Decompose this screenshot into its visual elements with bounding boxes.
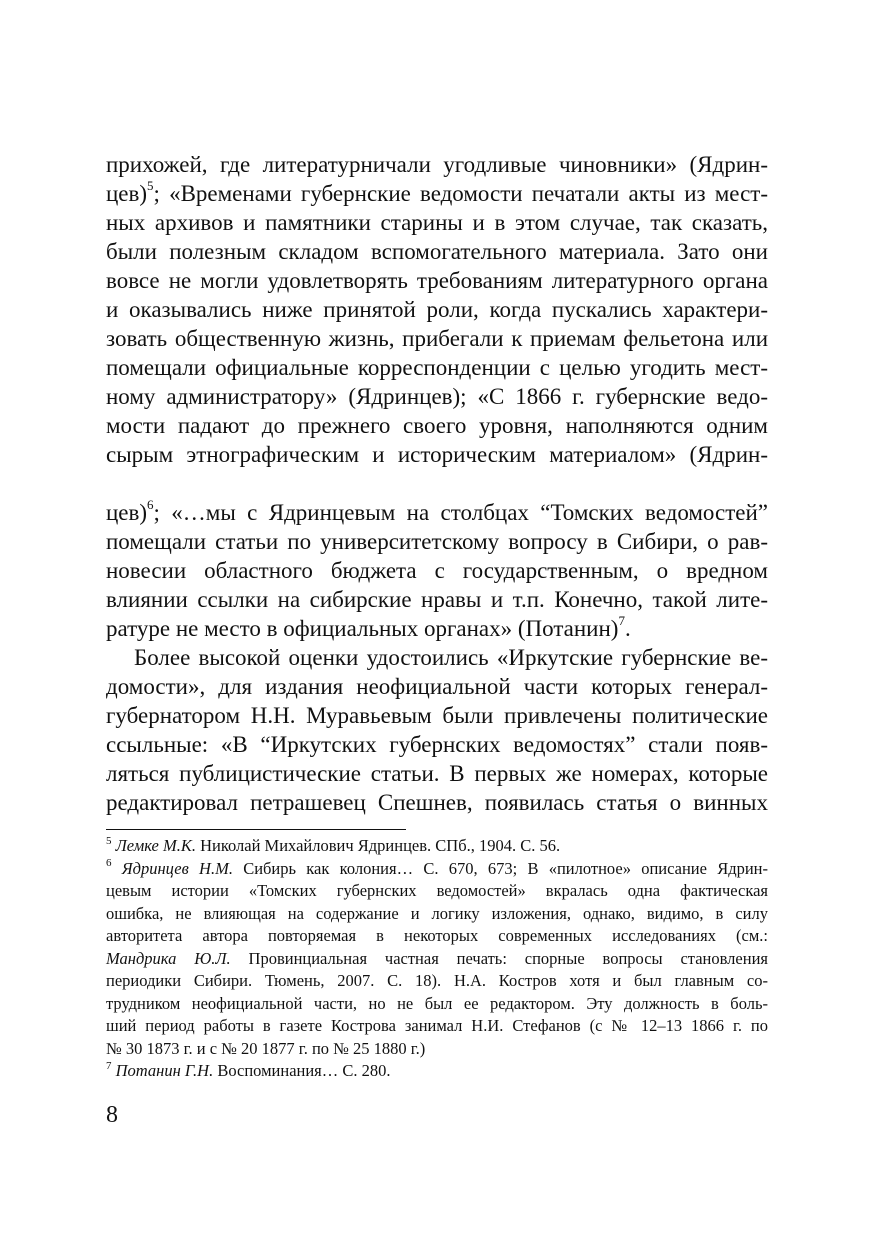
text-line: редактировал петрашевец Спешнев, появилась статья о винных bbox=[106, 790, 768, 815]
footnote-6-line: авторитета автора повторяемая в некоторых современных исследованиях (см.: bbox=[106, 926, 768, 945]
footnote-6-line: периодики Сибири. Тюмень, 2007. С. 18). Н.А. Костров хотя и был главным со- bbox=[106, 971, 768, 990]
footnote-6-line: ошибка, не влияющая на содержание и логику изложения, однако, видимо, в силу bbox=[106, 903, 768, 923]
text-line: вовсе не могли удовлетворять требованиям литературного органа bbox=[106, 268, 768, 293]
footnote-divider bbox=[106, 829, 406, 830]
footnote-5: $^5$ Лемке М.К. Николай Михайлович Ядринцев. СПб., 1904. С. 56. bbox=[106, 834, 561, 855]
text-line: сырым этнографическим и историческим материалом» (Ядрин- bbox=[106, 442, 768, 467]
text-line: новесии областного бюджета с государственным, о вредном bbox=[106, 558, 768, 583]
text-line: Более высокой оценки удостоились «Иркутские губернские ве- bbox=[134, 645, 768, 670]
text-line: были полезным складом вспомогательного материала. Зато они bbox=[106, 239, 768, 264]
text-line: ляться публицистические статьи. В первых же номерах, которые bbox=[106, 761, 768, 786]
main-text bbox=[106, 150, 768, 817]
footnote-6-line: трудником неофициальной части, но не был ее редактором. Эту должность в боль- bbox=[106, 993, 768, 1013]
text-line: помещали статьи по университетскому вопросу в Сибири, о рав- bbox=[106, 529, 768, 554]
text-line: и оказывались ниже принятой роли, когда пускались характери- bbox=[106, 297, 768, 322]
footnote-6: $^6$ Ядринцев Н.М. Сибирь как колония… С. 670, 673; В «пилотное» описание Ядрин- bbox=[106, 857, 768, 878]
page-number: 8 bbox=[106, 1102, 118, 1128]
text-line: влиянии ссылки на сибирские нравы и т.п. Конечно, такой лите- bbox=[106, 587, 768, 612]
text-line: помещали официальные корреспонденции с целью угодить мест- bbox=[106, 355, 768, 380]
text-line: домости», для издания неофициальной части которых генерал- bbox=[106, 674, 768, 699]
footnotes bbox=[106, 835, 768, 1083]
text-line: ратуре не место в официальных органах» (Потанин)$^7$. bbox=[106, 613, 631, 641]
text-line: прихожей, где литературничали угодливые чиновники» (Ядрин- bbox=[106, 152, 768, 177]
footnote-7: $^7$ Потанин Г.Н. Воспоминания… С. 280. bbox=[106, 1059, 391, 1080]
text-line: губернатором Н.Н. Муравьевым были привлечены политические bbox=[106, 703, 768, 728]
footnote-ref-5[interactable]: 5 bbox=[147, 178, 154, 194]
footnote-ref-6[interactable]: 6 bbox=[147, 497, 154, 513]
footnote-6-line: цевым истории «Томских губернских ведомостей» вкралась одна фактическая bbox=[106, 881, 768, 900]
text-line: ссыльные: «В “Иркутских губернских ведомостях” стали появ- bbox=[106, 732, 768, 757]
text-line: ных архивов и памятники старины и в этом случае, так сказать, bbox=[106, 210, 768, 235]
text-line: зовать общественную жизнь, прибегали к приемам фельетона или bbox=[106, 326, 768, 351]
text-line: ному администратору» (Ядринцев); «С 1866 г. губернские ведо- bbox=[106, 384, 768, 409]
text-line: мости падают до прежнего своего уровня, наполняются одним bbox=[106, 413, 768, 438]
text-line: цев)$^5$; «Временами губернские ведомости печатали акты из мест- bbox=[106, 178, 768, 206]
text-line bbox=[106, 469, 768, 498]
text-line: цев)$^6$; «…мы с Ядринцевым на столбцах “Томских ведомостей” bbox=[106, 497, 768, 525]
footnote-6-line: Мандрика Ю.Л. Провинциальная частная печать: спорные вопросы становления bbox=[106, 948, 768, 968]
footnote-6-line: ший период работы в газете Кострова занимал Н.И. Стефанов (с № 12–13 1866 г. по bbox=[106, 1016, 768, 1035]
footnote-ref-7[interactable]: 7 bbox=[618, 613, 625, 629]
footnote-6-line: № 30 1873 г. и с № 20 1877 г. по № 25 1880 г.) bbox=[106, 1038, 426, 1058]
